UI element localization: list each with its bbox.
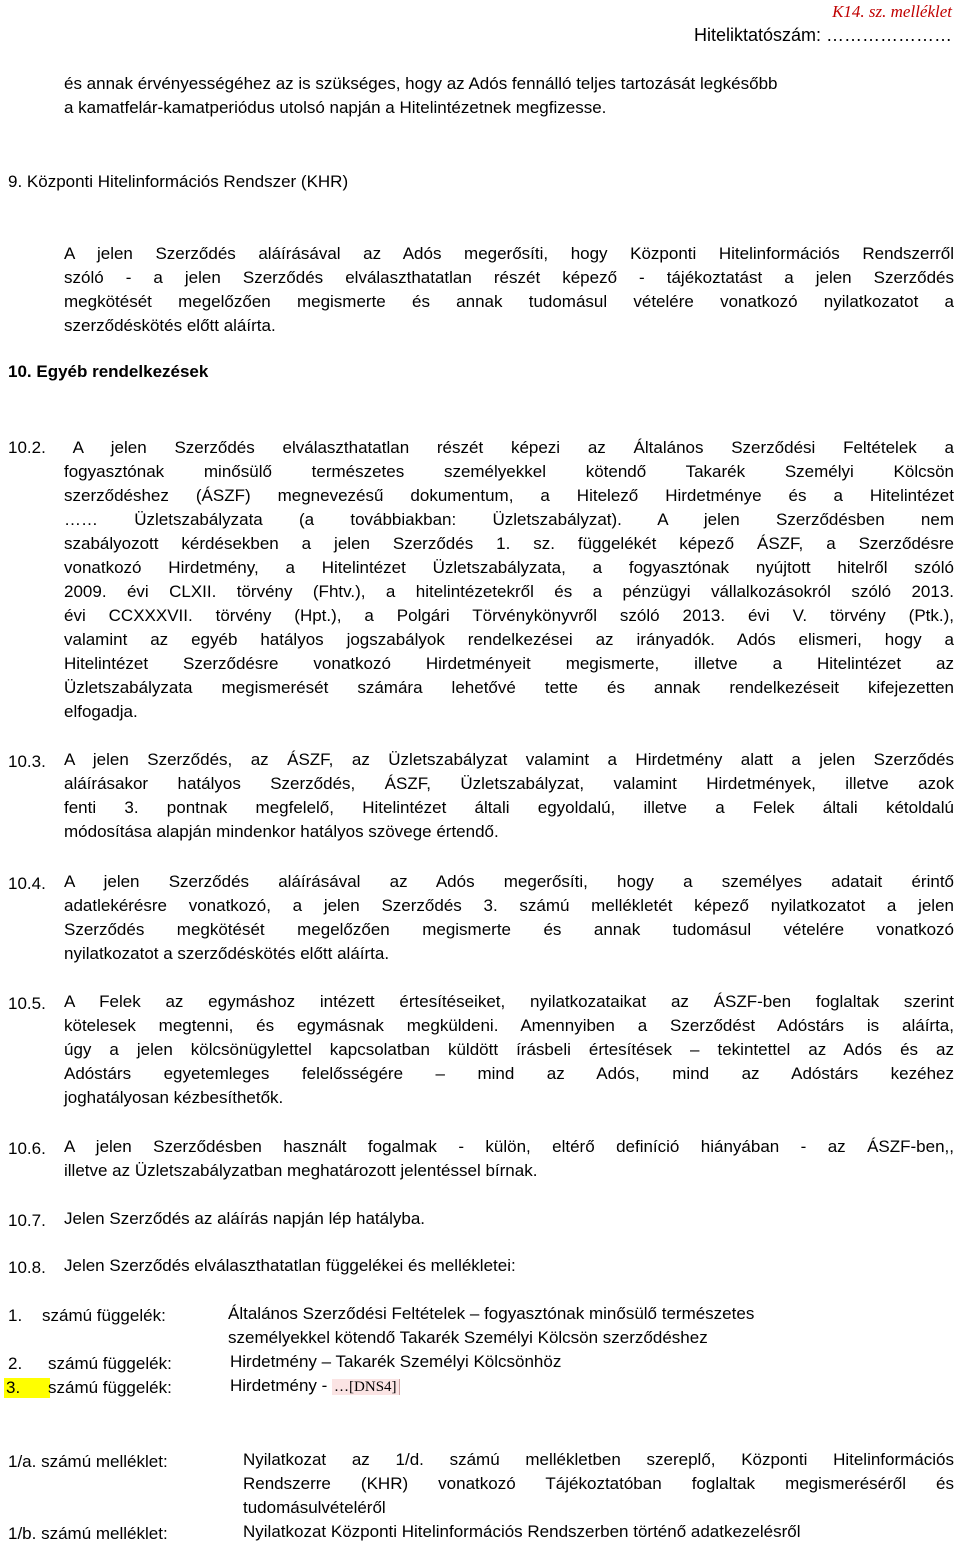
text-line: Nyilatkozat Központi Hitelinformációs Rendszerben történő adatkezelésről <box>243 1522 801 1541</box>
appendix-number: 3. <box>4 1378 50 1398</box>
text-line: úgy a jelen kölcsönügylettel kapcsolatban küldött írásbeli értesítések – tekintettel az Adós és az <box>64 1040 954 1059</box>
text-line: évi CCXXXVII. törvény (Hpt.), a Polgári Törvénykönyvről szóló 2013. évi V. törvény (Ptk.), <box>64 606 954 625</box>
clause-number: 10.2. <box>8 438 46 457</box>
annex-description <box>243 1448 954 1520</box>
appendix-label: számú függelék: <box>48 1378 172 1397</box>
text-line: szerződéskötés előtt aláírta. <box>64 316 276 335</box>
annex-number: K14. sz. melléklet <box>832 2 952 21</box>
text-line: Üzletszabályzata megismerését számára lehetővé tette és annak rendelkezéseit kifejezetten <box>64 678 954 697</box>
text-line: Adóstárs egyetemleges felelősségére – mind az Adós, mind az Adóstárs kezéhez <box>64 1064 954 1083</box>
clause-10-6 <box>64 1135 954 1183</box>
clause-10-5 <box>64 990 954 1110</box>
text-line: Jelen Szerződés elválaszthatatlan függelékei és mellékletei: <box>64 1256 516 1275</box>
text-line: vonatkozó Hirdetmény, a Hitelintézet Üzletszabályzata, a fogyasztónak nyújtott hitelről szóló <box>64 558 954 577</box>
text-line: szóló - a jelen Szerződés elválaszthatatlan részét képező - tájékoztatást a jelen Szerződés <box>64 268 954 287</box>
clause-number: 10.8. <box>8 1258 46 1277</box>
text-line: Jelen Szerződés az aláírás napján lép hatályba. <box>64 1209 426 1228</box>
clause-number: 10.4. <box>8 874 46 893</box>
text-line: joghatályosan kézbesíthetők. <box>64 1088 284 1107</box>
clause-number: 10.5. <box>8 994 46 1013</box>
clause-first-line: A jelen Szerződés elválaszthatatlan részét képezi az Általános Szerződési Feltételek a <box>72 438 954 457</box>
text-line: …… Üzletszabályzata (a továbbiakban: Üzletszabályzat). A jelen Szerződésben nem <box>64 510 954 529</box>
text-line: Rendszerre (KHR) vonatkozó Tájékoztatóban foglaltak megismeréséről és <box>243 1474 954 1493</box>
annex-label: 1/a. számú melléklet: <box>8 1452 168 1471</box>
text-line <box>8 436 954 460</box>
text-line: fogyasztónak minősülő természetes személyekkel kötendő Takarék Személyi Kölcsön <box>64 462 954 481</box>
placeholder-dots: … <box>334 1379 350 1395</box>
clause-number: 10.3. <box>8 752 46 771</box>
text-line: fenti 3. pontnak megfelelő, Hitelintézet általi egyoldalú, illetve a Felek általi kétoldalú <box>64 798 954 817</box>
section-9-title: 9. Központi Hitelinformációs Rendszer (KHR) <box>8 172 349 191</box>
text-line: a kamatfelár-kamatperiódus utolsó napján a Hitelintézetnek megfizesse. <box>64 98 607 117</box>
text-line: Hitelintézet Szerződésre vonatkozó Hirdetményeit megismerte, illetve a Hitelintézet az <box>64 654 954 673</box>
text-line: kötelesek megtenni, és egymásnak megküldeni. Amennyiben a Szerződést Adóstárs is aláírta, <box>64 1016 954 1035</box>
text-line: és annak érvényességéhez az is szükséges, hogy az Adós fennálló teljes tartozását legkésőbb <box>64 74 778 93</box>
appendix-description <box>230 1350 561 1374</box>
annex-description <box>243 1520 801 1544</box>
text-line: szerződéshez (ÁSZF) megnevezésű dokumentum, a Hitelező Hirdetménye és a Hitelintézet <box>64 486 954 505</box>
appendix-description <box>230 1374 400 1399</box>
text-line: Hirdetmény – Takarék Személyi Kölcsönhöz <box>230 1352 562 1371</box>
text-line: Nyilatkozat az 1/d. számú mellékletben szereplő, Központi Hitelinformációs <box>243 1450 954 1469</box>
text-line: A jelen Szerződés, az ÁSZF, az Üzletszabályzat valamint a Hirdetmény alatt a jelen Szerződés <box>64 750 954 769</box>
text-line: Általános Szerződési Feltételek – fogyasztónak minősülő természetes <box>228 1304 755 1323</box>
appendix-text: Hirdetmény - <box>230 1376 333 1395</box>
text-line: elfogadja. <box>64 702 138 721</box>
loan-id-label: Hiteliktatószám: ………………… <box>693 25 952 45</box>
text-line: A Felek az egymáshoz intézett értesítéseiket, nyilatkozataikat az ÁSZF-ben foglaltak szerint <box>64 992 954 1011</box>
text-line: A jelen Szerződés aláírásával az Adós megerősíti, hogy a személyes adatait érintő <box>64 872 954 891</box>
text-line: valamint az egyéb hatályos jogszabályok rendelkezései az irányadók. Adós elismeri, hogy a <box>64 630 954 649</box>
clause-10-2-body <box>64 460 954 724</box>
text-line: aláírásakor hatályos Szerződés, ÁSZF, Üzletszabályzat, valamint Hirdetmények, illetve azok <box>64 774 954 793</box>
intro-paragraph <box>64 72 954 120</box>
clause-number: 10.7. <box>8 1211 46 1230</box>
appendix-description <box>228 1302 754 1350</box>
section-10-title: 10. Egyéb rendelkezések <box>8 362 209 381</box>
text-line: tudomásulvételéről <box>243 1498 386 1517</box>
comment-reference: [DNS4] <box>349 1379 397 1395</box>
text-line: A jelen Szerződés aláírásával az Adós megerősíti, hogy Központi Hitelinformációs Rendszerről <box>64 244 954 263</box>
clause-10-3 <box>64 748 954 844</box>
clause-10-8 <box>64 1254 516 1278</box>
text-line: A jelen Szerződésben használt fogalmak - külön, eltérő definíció hiányában - az ÁSZF-ben,, <box>64 1137 954 1156</box>
annex-label: 1/b. számú melléklet: <box>8 1524 168 1543</box>
text-line: nyilatkozatot a szerződéskötés előtt aláírta. <box>64 944 390 963</box>
text-line: illetve az Üzletszabályzatban meghatározott jelentéssel bírnak. <box>64 1161 538 1180</box>
text-line: szabályozott kérdésekben a jelen Szerződés 1. sz. függelékét képező ÁSZF, a Szerződésre <box>64 534 954 553</box>
text-line: módosítása alapján mindenkor hatályos szövege értendő. <box>64 822 499 841</box>
text-line: 2009. évi CLXII. törvény (Fhtv.), a hitelintézetekről és a pénzügyi vállalkozásokról szóló 2013. <box>64 582 954 601</box>
appendix-number: 1. <box>8 1306 23 1325</box>
clause-10-4 <box>64 870 954 966</box>
clause-number: 10.6. <box>8 1139 46 1158</box>
comment-marker[interactable] <box>332 1379 400 1395</box>
appendix-label: számú függelék: <box>42 1306 166 1325</box>
text-line: Szerződés megkötését megelőzően megismerte és annak tudomásul vételére vonatkozó <box>64 920 954 939</box>
appendix-number: 2. <box>8 1354 23 1373</box>
text-line: adatlekérésre vonatkozó, a jelen Szerződés 3. számú mellékletét képező nyilatkozatot a jelen <box>64 896 954 915</box>
text-line: személyekkel kötendő Takarék Személyi Kölcsön szerződéshez <box>228 1328 708 1347</box>
section-9-paragraph <box>64 242 954 338</box>
clause-10-2 <box>8 436 954 460</box>
text-line: megkötését megelőzően megismerte és annak tudomásul vételére vonatkozó nyilatkozatot a <box>64 292 954 311</box>
appendix-label: számú függelék: <box>48 1354 172 1373</box>
clause-10-7 <box>64 1207 425 1231</box>
